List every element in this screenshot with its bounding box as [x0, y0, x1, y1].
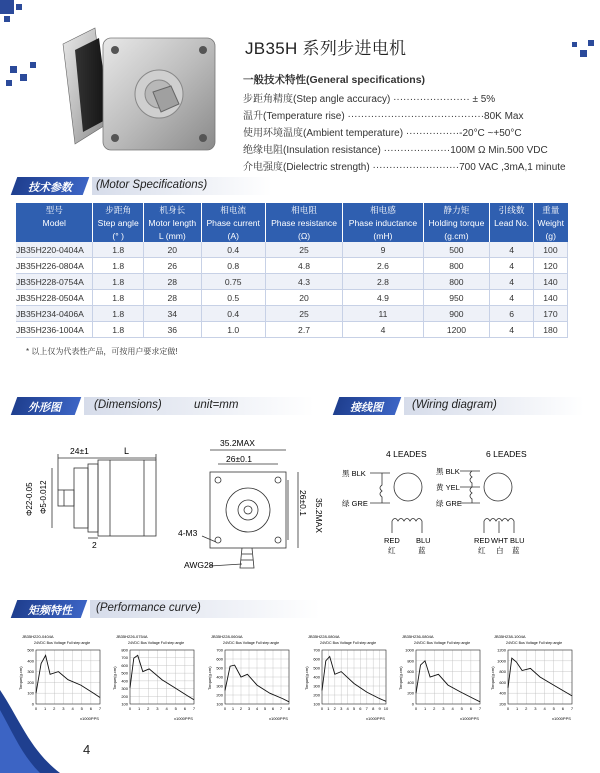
chart-frame — [130, 650, 194, 704]
spec-line: 步距角精度(Step angle accuracy) ······················· ± 5% — [243, 94, 496, 105]
chart-ylabel: Torque(g.cm) — [304, 666, 309, 690]
chart-xtick: 6 — [271, 706, 275, 711]
chart-xtick: 1 — [44, 706, 47, 711]
wiring-4-b1: RED — [384, 536, 400, 545]
chart-xtick: 6 — [89, 706, 92, 711]
wiring-4-title: 4 LEADES — [386, 449, 427, 459]
table-cell: 140 — [533, 274, 567, 290]
chart-ytick: 300 — [27, 669, 34, 675]
chart-ytick: 100 — [27, 690, 34, 696]
table-header-cell: (° ) — [93, 229, 143, 242]
spec-line: 绝缘电阻(Insulation resistance) ····················100M Ω Min.500 VDC — [243, 145, 548, 156]
chart-ytick: 0 — [411, 701, 414, 707]
motor-spec-table — [16, 203, 568, 338]
spec-line: 使用环境温度(Ambient temperature) ················-20°C ~+50°C — [243, 128, 522, 139]
chart-xtick: 5 — [174, 706, 177, 711]
wiring-6-l3: 绿 GRE — [436, 499, 462, 508]
table-cell: 4 — [490, 242, 534, 258]
table-cell: 4 — [490, 290, 534, 306]
chart-ylabel: Torque(g.cm) — [490, 666, 495, 690]
table-cell: 34 — [143, 306, 201, 322]
table-cell: 0.4 — [201, 306, 265, 322]
chart-xtick: 10 — [383, 706, 389, 711]
table-cell: 0.8 — [201, 258, 265, 274]
table-row — [16, 290, 568, 306]
chart-ytick: 600 — [216, 656, 223, 662]
table-header-cell: Motor length — [143, 216, 201, 229]
chart-ytick: 500 — [216, 665, 223, 671]
chart-ytick: 700 — [313, 647, 320, 653]
wiring-6-c3: 蓝 — [512, 546, 520, 555]
model-cell: JB35H236-1004A — [16, 322, 93, 338]
chart-xtick: 9 — [378, 706, 381, 711]
performance-chart — [16, 630, 108, 722]
table-cell: 4 — [490, 322, 534, 338]
table-row — [16, 306, 568, 322]
torque-curve — [130, 655, 194, 699]
table-cell: 20 — [265, 290, 343, 306]
chart-ytick: 500 — [27, 647, 34, 653]
table-row — [16, 258, 568, 274]
chart-title: JB35H238-1004A — [494, 634, 526, 639]
dim-24: 24±1 — [70, 446, 89, 456]
table-row — [16, 242, 568, 258]
chart-xtick: 1 — [231, 706, 235, 711]
chart-ytick: 400 — [313, 674, 320, 680]
table-header-cell: 步距角 — [93, 203, 143, 216]
chart-xtick: 1 — [327, 706, 330, 711]
torque-curve — [416, 661, 480, 702]
chart-ytick: 200 — [499, 701, 506, 707]
chart-title: JB35H220-0404A — [22, 634, 54, 639]
table-header-cell: 相电感 — [343, 203, 423, 216]
page-number: 4 — [83, 742, 91, 757]
chart-xtick: 3 — [340, 706, 343, 711]
chart-ytick: 100 — [313, 701, 320, 707]
chart-xtick: 7 — [279, 706, 283, 711]
chart-ytick: 1200 — [497, 647, 506, 653]
chart-ytick: 600 — [499, 679, 506, 685]
chart-ytick: 600 — [121, 662, 128, 668]
chart-ytick: 1000 — [405, 647, 414, 653]
spec-line: 介电强度(Dielectric strength) ··························700 VAC ,3mA,1 minute — [243, 162, 566, 173]
table-cell: 0.5 — [201, 290, 265, 306]
chart-ylabel: Torque(g.cm) — [112, 666, 117, 690]
table-header-row-1 — [16, 203, 568, 216]
table-cell: 11 — [343, 306, 423, 322]
chart-xunit: x1000PPS — [552, 716, 571, 721]
table-cell: 4.3 — [265, 274, 343, 290]
table-cell: 28 — [143, 274, 201, 290]
table-header-cell: Holding torque — [423, 216, 490, 229]
table-cell: 1.8 — [93, 306, 143, 322]
table-cell: 2.6 — [343, 258, 423, 274]
section-header-performance: 矩频特性 (Performance curve) — [14, 600, 324, 618]
table-cell: 4.9 — [343, 290, 423, 306]
section-header-wiring: 接线图 (Wiring diagram) — [336, 397, 586, 415]
chart-xtick: 2 — [433, 706, 436, 711]
chart-ylabel: Torque(g.cm) — [398, 666, 403, 690]
chart-xtick: 7 — [570, 706, 574, 711]
dim-dia-22: Φ22-0.05 — [25, 482, 34, 516]
chart-xtick: 2 — [239, 706, 243, 711]
table-cell: 2.7 — [265, 322, 343, 338]
chart-xtick: 5 — [460, 706, 463, 711]
table-cell: 800 — [423, 258, 490, 274]
dim-holes: 4-M3 — [178, 528, 198, 538]
chart-ytick: 200 — [407, 690, 414, 696]
table-header-cell: (mH) — [343, 229, 423, 242]
chart-ytick: 400 — [499, 690, 506, 696]
chart-ytick: 400 — [216, 674, 223, 680]
chart-xtick: 7 — [478, 706, 482, 711]
chart-ytick: 500 — [121, 670, 128, 676]
wiring-6-l1: 黑 BLK — [436, 467, 460, 476]
table-cell: 1200 — [423, 322, 490, 338]
chart-xtick: 4 — [543, 706, 546, 711]
torque-curve — [36, 655, 100, 697]
table-header-cell: 引线数 — [490, 203, 534, 216]
chart-xtick: 2 — [333, 706, 336, 711]
table-cell: 4 — [490, 258, 534, 274]
chart-xtick: 4 — [451, 706, 454, 711]
table-header-cell: Model — [16, 216, 93, 229]
table-cell: 1.0 — [201, 322, 265, 338]
chart-xunit: x1000PPS — [80, 716, 99, 721]
chart-subtitle: 24VDC Bus Voltage Full step angle — [34, 641, 91, 645]
chart-subtitle: 24VDC Bus Voltage Full step angle — [320, 641, 377, 645]
chart-xtick: 0 — [128, 706, 132, 711]
chart-xtick: 3 — [534, 706, 537, 711]
table-header-cell: 型号 — [16, 203, 93, 216]
table-cell: 2.8 — [343, 274, 423, 290]
chart-xtick: 5 — [352, 706, 356, 711]
table-cell: 1.8 — [93, 322, 143, 338]
table-cell: 4.8 — [265, 258, 343, 274]
table-cell: 25 — [265, 306, 343, 322]
table-row — [16, 322, 568, 338]
chart-ylabel: Torque(g.cm) — [18, 666, 23, 690]
page-title: JB35H 系列步进电机 — [245, 39, 407, 58]
wiring-6-c2: 白 — [496, 546, 504, 555]
performance-chart — [488, 630, 580, 722]
wiring-6-b3: BLU — [510, 536, 525, 545]
performance-chart — [205, 630, 297, 722]
chart-ytick: 500 — [313, 665, 320, 671]
table-header-cell: L (mm) — [143, 229, 201, 242]
chart-ytick: 400 — [27, 658, 34, 664]
wiring-4-c1: 红 — [388, 546, 396, 555]
performance-chart — [302, 630, 394, 722]
table-header-cell: 机身长 — [143, 203, 201, 216]
table-cell: 28 — [143, 290, 201, 306]
chart-xtick: 1 — [138, 706, 141, 711]
chart-xtick: 2 — [525, 706, 528, 711]
chart-subtitle: 24VDC Bus Voltage Full step angle — [506, 641, 563, 645]
chart-xtick: 6 — [469, 706, 472, 711]
dim-2: 2 — [92, 540, 97, 550]
table-cell: 1.8 — [93, 290, 143, 306]
wiring-6-b1: RED — [474, 536, 490, 545]
chart-frame — [36, 650, 100, 704]
chart-ytick: 600 — [313, 656, 320, 662]
wiring-6-title: 6 LEADES — [486, 449, 527, 459]
table-note: * 以上仅为代表性产品，可按用户要求定做! — [26, 347, 178, 356]
chart-ytick: 800 — [121, 647, 128, 653]
chart-title: JB35H236-0804A — [402, 634, 434, 639]
table-header-cell: Step angle — [93, 216, 143, 229]
chart-title: JB35H228-0604A — [211, 634, 243, 639]
chart-xtick: 0 — [34, 706, 38, 711]
motor-image — [55, 22, 225, 162]
chart-xtick: 3 — [247, 706, 251, 711]
chart-ytick: 1000 — [497, 658, 506, 664]
table-header-cell: 相电流 — [201, 203, 265, 216]
chart-xtick: 2 — [147, 706, 150, 711]
table-header-cell — [490, 229, 534, 242]
chart-ytick: 200 — [27, 679, 34, 685]
chart-xunit: x1000PPS — [269, 716, 288, 721]
general-specifications — [243, 72, 566, 176]
chart-xtick: 5 — [552, 706, 555, 711]
table-cell: 800 — [423, 274, 490, 290]
chart-xtick: 5 — [263, 706, 267, 711]
dim-top-26: 26±0.1 — [226, 454, 252, 464]
chart-ytick: 200 — [313, 692, 320, 698]
chart-xtick: 7 — [365, 706, 368, 711]
chart-xtick: 4 — [71, 706, 74, 711]
wiring-4-l2: 绿 GRE — [342, 499, 368, 508]
chart-xtick: 0 — [414, 706, 418, 711]
chart-title: JB35H226-0754A — [116, 634, 148, 639]
dim-side-35: 35.2MAX — [314, 498, 324, 533]
wiring-6-l2: 黄 YEL — [436, 483, 460, 492]
table-cell: 20 — [143, 242, 201, 258]
section-header-motor-specs: 技术参数 (Motor Specifications) — [14, 177, 534, 195]
table-header-cell: (Ω) — [265, 229, 343, 242]
spec-line: 温升(Temperature rise) ·········································80K Max — [243, 111, 524, 122]
chart-xtick: 0 — [223, 706, 227, 711]
table-header-cell: Phase inductance — [343, 216, 423, 229]
wiring-6-b2: WHT — [491, 536, 509, 545]
table-cell: 900 — [423, 306, 490, 322]
table-cell: 36 — [143, 322, 201, 338]
chart-xtick: 7 — [98, 706, 102, 711]
chart-ytick: 100 — [216, 701, 223, 707]
table-cell: 6 — [490, 306, 534, 322]
chart-title: JB35H228-0804A — [308, 634, 340, 639]
chart-xtick: 8 — [372, 706, 375, 711]
chart-xtick: 5 — [80, 706, 83, 711]
chart-ytick: 600 — [407, 669, 414, 675]
table-cell: 0.75 — [201, 274, 265, 290]
dim-side-26: 26±0.1 — [298, 490, 308, 516]
table-header-cell: (g) — [533, 229, 567, 242]
chart-frame — [416, 650, 480, 704]
chart-ytick: 300 — [216, 683, 223, 689]
table-cell: 26 — [143, 258, 201, 274]
table-cell: 1.8 — [93, 242, 143, 258]
chart-xtick: 6 — [359, 706, 362, 711]
chart-ylabel: Torque(g.cm) — [207, 666, 212, 690]
table-header-cell: Weight — [533, 216, 567, 229]
chart-ytick: 800 — [499, 669, 506, 675]
chart-xtick: 0 — [320, 706, 324, 711]
table-cell: 140 — [533, 290, 567, 306]
table-header-cell — [16, 229, 93, 242]
chart-xtick: 7 — [192, 706, 196, 711]
dim-L: L — [124, 446, 130, 456]
chart-xtick: 6 — [183, 706, 186, 711]
model-cell: JB35H226-0804A — [16, 258, 93, 274]
chart-subtitle: 24VDC Bus Voltage Full step angle — [128, 641, 185, 645]
chart-xtick: 1 — [424, 706, 427, 711]
dimension-drawing — [14, 438, 334, 578]
chart-ytick: 300 — [313, 683, 320, 689]
wiring-4-c2: 蓝 — [418, 546, 426, 555]
chart-xtick: 1 — [516, 706, 519, 711]
table-header-cell: 重量 — [533, 203, 567, 216]
table-cell: 170 — [533, 306, 567, 322]
chart-xtick: 3 — [442, 706, 445, 711]
chart-subtitle: 24VDC Bus Voltage Full step angle — [414, 641, 471, 645]
table-cell: 500 — [423, 242, 490, 258]
table-cell: 4 — [343, 322, 423, 338]
table-cell: 0.4 — [201, 242, 265, 258]
general-specs-heading: 一般技术特性(General specifications) — [243, 74, 426, 86]
table-cell: 100 — [533, 242, 567, 258]
model-cell: JB35H220-0404A — [16, 242, 93, 258]
chart-xtick: 6 — [561, 706, 564, 711]
performance-chart — [110, 630, 202, 722]
table-cell: 1.8 — [93, 258, 143, 274]
table-header-cell: (A) — [201, 229, 265, 242]
model-cell: JB35H228-0754A — [16, 274, 93, 290]
table-header-cell: Lead No. — [490, 216, 534, 229]
dim-wire: AWG28 — [184, 560, 214, 570]
chart-ytick: 400 — [121, 678, 128, 684]
chart-ytick: 400 — [407, 679, 414, 685]
chart-ytick: 0 — [31, 701, 34, 707]
wiring-diagram — [336, 445, 586, 560]
chart-ytick: 200 — [216, 692, 223, 698]
chart-xtick: 8 — [287, 706, 291, 711]
table-header-cell: Phase current — [201, 216, 265, 229]
chart-xunit: x1000PPS — [460, 716, 479, 721]
performance-chart — [396, 630, 488, 722]
wiring-4-b2: BLU — [416, 536, 431, 545]
table-header-cell: Phase resistance — [265, 216, 343, 229]
chart-ytick: 800 — [407, 658, 414, 664]
chart-xunit: x1000PPS — [174, 716, 193, 721]
dim-dia-5: Φ5-0.012 — [39, 480, 48, 514]
chart-ytick: 700 — [121, 655, 128, 661]
table-header-cell: 相电阻 — [265, 203, 343, 216]
chart-xtick: 4 — [165, 706, 168, 711]
wiring-6-c1: 红 — [478, 546, 486, 555]
chart-ytick: 700 — [216, 647, 223, 653]
model-cell: JB35H234-0406A — [16, 306, 93, 322]
dim-top-35: 35.2MAX — [220, 438, 255, 448]
table-cell: 1.8 — [93, 274, 143, 290]
table-cell: 25 — [265, 242, 343, 258]
chart-xtick: 3 — [156, 706, 159, 711]
section-header-dimensions: 外形图 (Dimensions) unit=mm — [14, 397, 324, 415]
chart-ytick: 300 — [121, 686, 128, 692]
chart-xtick: 2 — [53, 706, 56, 711]
chart-ytick: 100 — [121, 701, 128, 707]
torque-curve — [508, 658, 572, 696]
table-header-row-3 — [16, 229, 568, 242]
wiring-4-l1: 黑 BLK — [342, 469, 366, 478]
table-row — [16, 274, 568, 290]
table-cell: 950 — [423, 290, 490, 306]
model-cell: JB35H228-0504A — [16, 290, 93, 306]
chart-ytick: 200 — [121, 693, 128, 699]
table-cell: 9 — [343, 242, 423, 258]
chart-xunit: x1000PPS — [366, 716, 385, 721]
chart-xtick: 4 — [255, 706, 259, 711]
chart-xtick: 3 — [62, 706, 65, 711]
chart-xtick: 0 — [506, 706, 510, 711]
table-cell: 120 — [533, 258, 567, 274]
chart-subtitle: 24VDC Bus Voltage Full step angle — [223, 641, 280, 645]
table-header-cell: (g.cm) — [423, 229, 490, 242]
table-header-row-2 — [16, 216, 568, 229]
chart-xtick: 4 — [346, 706, 349, 711]
table-header-cell: 静力矩 — [423, 203, 490, 216]
table-cell: 4 — [490, 274, 534, 290]
table-cell: 180 — [533, 322, 567, 338]
